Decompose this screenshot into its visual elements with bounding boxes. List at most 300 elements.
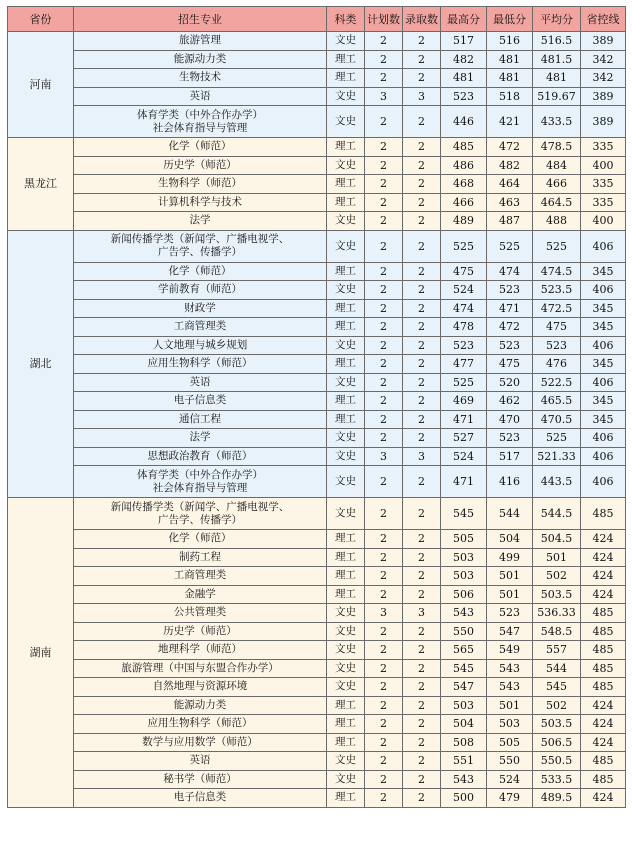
major-name-line: 化学（师范） [168, 264, 232, 277]
plan-cell: 2 [365, 678, 403, 697]
control-line-cell: 335 [581, 138, 626, 157]
major-cell [74, 175, 327, 194]
max-score-cell: 525 [441, 230, 487, 262]
major-name-line: 历史学（师范） [163, 158, 237, 171]
min-score-cell: 524 [487, 770, 533, 789]
major-name-line: 英语 [189, 89, 211, 102]
max-score-cell: 485 [441, 138, 487, 157]
avg-score-cell: 525 [533, 429, 581, 448]
control-line-cell: 424 [581, 733, 626, 752]
max-score-cell: 471 [441, 466, 487, 498]
type-cell: 文史 [327, 659, 365, 678]
control-line-cell: 485 [581, 498, 626, 530]
table-row [8, 262, 626, 281]
control-line-cell: 389 [581, 106, 626, 138]
major-cell [74, 770, 327, 789]
major-cell [74, 530, 327, 549]
admit-cell: 2 [403, 429, 441, 448]
type-cell: 文史 [327, 106, 365, 138]
table-row [8, 622, 626, 641]
min-score-cell: 518 [487, 87, 533, 106]
max-score-cell: 477 [441, 355, 487, 374]
header-row [8, 7, 626, 32]
major-name-line: 地理科学（师范） [158, 643, 242, 656]
plan-cell: 2 [365, 299, 403, 318]
min-score-cell: 504 [487, 530, 533, 549]
plan-cell: 2 [365, 69, 403, 88]
avg-score-cell: 502 [533, 567, 581, 586]
type-cell: 文史 [327, 429, 365, 448]
avg-score-cell: 545 [533, 678, 581, 697]
avg-score-cell: 478.5 [533, 138, 581, 157]
major-name-line: 应用生物科学（师范） [147, 717, 253, 730]
avg-score-cell: 557 [533, 641, 581, 660]
control-line-cell: 485 [581, 752, 626, 771]
min-score-cell: 470 [487, 410, 533, 429]
type-cell: 文史 [327, 212, 365, 231]
min-score-cell: 503 [487, 715, 533, 734]
avg-score-cell: 504.5 [533, 530, 581, 549]
major-name-line: 英语 [189, 375, 211, 388]
admit-cell: 2 [403, 318, 441, 337]
control-line-cell: 406 [581, 281, 626, 300]
admit-cell: 2 [403, 585, 441, 604]
table-row [8, 281, 626, 300]
avg-score-cell: 488 [533, 212, 581, 231]
table-row [8, 752, 626, 771]
type-cell: 文史 [327, 770, 365, 789]
major-name-line: 体育学类（中外合作办学） [137, 468, 263, 481]
major-cell [74, 212, 327, 231]
max-score-cell: 504 [441, 715, 487, 734]
major-name-line: 计算机科学与技术 [158, 195, 242, 208]
type-cell: 文史 [327, 87, 365, 106]
avg-score-cell: 521.33 [533, 447, 581, 466]
control-line-cell: 345 [581, 410, 626, 429]
min-score-cell: 482 [487, 156, 533, 175]
admit-cell: 2 [403, 299, 441, 318]
min-score-cell: 487 [487, 212, 533, 231]
max-score-cell: 524 [441, 447, 487, 466]
major-cell [74, 466, 327, 498]
table-row [8, 770, 626, 789]
type-cell: 理工 [327, 299, 365, 318]
header-admit: 录取数 [403, 7, 441, 32]
major-name-line: 工商管理类 [173, 569, 227, 582]
min-score-cell: 501 [487, 567, 533, 586]
max-score-cell: 475 [441, 262, 487, 281]
admit-cell: 2 [403, 641, 441, 660]
major-name-line: 电子信息类 [173, 394, 227, 407]
major-name-line: 化学（师范） [168, 140, 232, 153]
table-row [8, 429, 626, 448]
table-row [8, 69, 626, 88]
admit-cell: 2 [403, 281, 441, 300]
major-name-line: 应用生物科学（师范） [147, 357, 253, 370]
plan-cell: 2 [365, 567, 403, 586]
avg-score-cell: 502 [533, 696, 581, 715]
table-row [8, 193, 626, 212]
table-row [8, 392, 626, 411]
avg-score-cell: 465.5 [533, 392, 581, 411]
control-line-cell: 406 [581, 447, 626, 466]
major-cell [74, 318, 327, 337]
control-line-cell: 485 [581, 604, 626, 623]
admit-cell: 2 [403, 32, 441, 51]
avg-score-cell: 533.5 [533, 770, 581, 789]
major-name-line: 思想政治教育（师范） [147, 449, 253, 462]
table-row [8, 789, 626, 808]
avg-score-cell: 481.5 [533, 50, 581, 69]
avg-score-cell: 470.5 [533, 410, 581, 429]
avg-score-cell: 550.5 [533, 752, 581, 771]
major-name-line: 历史学（师范） [163, 624, 237, 637]
avg-score-cell: 489.5 [533, 789, 581, 808]
admit-cell: 2 [403, 106, 441, 138]
admit-cell: 2 [403, 336, 441, 355]
header-province: 省份 [8, 7, 74, 32]
control-line-cell: 406 [581, 336, 626, 355]
header-type: 科类 [327, 7, 365, 32]
min-score-cell: 544 [487, 498, 533, 530]
avg-score-cell: 481 [533, 69, 581, 88]
plan-cell: 2 [365, 715, 403, 734]
control-line-cell: 335 [581, 193, 626, 212]
plan-cell: 2 [365, 466, 403, 498]
type-cell: 文史 [327, 156, 365, 175]
plan-cell: 2 [365, 659, 403, 678]
avg-score-cell: 519.67 [533, 87, 581, 106]
major-cell [74, 373, 327, 392]
major-cell [74, 281, 327, 300]
control-line-cell: 424 [581, 585, 626, 604]
max-score-cell: 545 [441, 659, 487, 678]
type-cell: 理工 [327, 548, 365, 567]
max-score-cell: 517 [441, 32, 487, 51]
max-score-cell: 474 [441, 299, 487, 318]
type-cell: 理工 [327, 715, 365, 734]
admit-cell: 2 [403, 50, 441, 69]
type-cell: 文史 [327, 498, 365, 530]
avg-score-cell: 506.5 [533, 733, 581, 752]
admit-cell: 2 [403, 175, 441, 194]
admit-cell: 2 [403, 770, 441, 789]
control-line-cell: 424 [581, 530, 626, 549]
min-score-cell: 472 [487, 318, 533, 337]
major-name-line: 旅游管理 [179, 34, 221, 47]
type-cell: 理工 [327, 585, 365, 604]
plan-cell: 2 [365, 32, 403, 51]
plan-cell: 2 [365, 318, 403, 337]
max-score-cell: 503 [441, 548, 487, 567]
major-cell [74, 696, 327, 715]
plan-cell: 3 [365, 447, 403, 466]
major-cell [74, 50, 327, 69]
max-score-cell: 478 [441, 318, 487, 337]
control-line-cell: 485 [581, 659, 626, 678]
max-score-cell: 550 [441, 622, 487, 641]
control-line-cell: 342 [581, 50, 626, 69]
avg-score-cell: 472.5 [533, 299, 581, 318]
table-row [8, 678, 626, 697]
major-name-line: 人文地理与城乡规划 [152, 338, 248, 351]
admit-cell: 2 [403, 678, 441, 697]
major-name-line: 新闻传播学类（新闻学、广播电视学、 [110, 233, 290, 245]
major-name-line: 化学（师范） [168, 532, 232, 545]
table-row [8, 175, 626, 194]
control-line-cell: 400 [581, 212, 626, 231]
control-line-cell: 345 [581, 355, 626, 374]
major-name-line: 金融学 [184, 587, 216, 600]
major-cell [74, 69, 327, 88]
table-row [8, 585, 626, 604]
max-score-cell: 506 [441, 585, 487, 604]
control-line-cell: 406 [581, 230, 626, 262]
type-cell: 理工 [327, 355, 365, 374]
major-name-line: 法学 [189, 431, 211, 444]
province-cell: 河南 [8, 32, 74, 138]
min-score-cell: 520 [487, 373, 533, 392]
admit-cell: 2 [403, 193, 441, 212]
plan-cell: 2 [365, 585, 403, 604]
control-line-cell: 400 [581, 156, 626, 175]
min-score-cell: 523 [487, 604, 533, 623]
province-cell: 黑龙江 [8, 138, 74, 231]
table-row [8, 447, 626, 466]
type-cell: 理工 [327, 69, 365, 88]
major-name-line: 通信工程 [179, 412, 221, 425]
plan-cell: 3 [365, 87, 403, 106]
max-score-cell: 565 [441, 641, 487, 660]
avg-score-cell: 476 [533, 355, 581, 374]
control-line-cell: 406 [581, 429, 626, 448]
admit-cell: 2 [403, 567, 441, 586]
avg-score-cell: 525 [533, 230, 581, 262]
admit-cell: 2 [403, 715, 441, 734]
type-cell: 理工 [327, 50, 365, 69]
header-min: 最低分 [487, 7, 533, 32]
avg-score-cell: 475 [533, 318, 581, 337]
type-cell: 理工 [327, 410, 365, 429]
major-cell [74, 87, 327, 106]
control-line-cell: 389 [581, 87, 626, 106]
type-cell: 理工 [327, 193, 365, 212]
avg-score-cell: 544.5 [533, 498, 581, 530]
major-cell [74, 715, 327, 734]
max-score-cell: 547 [441, 678, 487, 697]
min-score-cell: 421 [487, 106, 533, 138]
plan-cell: 2 [365, 336, 403, 355]
major-cell [74, 138, 327, 157]
avg-score-cell: 474.5 [533, 262, 581, 281]
table-row [8, 32, 626, 51]
admit-cell: 2 [403, 156, 441, 175]
type-cell: 文史 [327, 447, 365, 466]
max-score-cell: 505 [441, 530, 487, 549]
table-row [8, 659, 626, 678]
admit-cell: 2 [403, 262, 441, 281]
min-score-cell: 505 [487, 733, 533, 752]
header-line: 省控线 [581, 7, 626, 32]
max-score-cell: 527 [441, 429, 487, 448]
max-score-cell: 486 [441, 156, 487, 175]
avg-score-cell: 443.5 [533, 466, 581, 498]
min-score-cell: 543 [487, 659, 533, 678]
avg-score-cell: 501 [533, 548, 581, 567]
major-cell [74, 733, 327, 752]
plan-cell: 2 [365, 212, 403, 231]
avg-score-cell: 536.33 [533, 604, 581, 623]
type-cell: 理工 [327, 530, 365, 549]
max-score-cell: 508 [441, 733, 487, 752]
admit-cell: 2 [403, 69, 441, 88]
type-cell: 理工 [327, 175, 365, 194]
control-line-cell: 406 [581, 466, 626, 498]
table-row [8, 212, 626, 231]
avg-score-cell: 503.5 [533, 715, 581, 734]
min-score-cell: 550 [487, 752, 533, 771]
plan-cell: 2 [365, 138, 403, 157]
major-cell [74, 752, 327, 771]
type-cell: 文史 [327, 281, 365, 300]
type-cell: 理工 [327, 696, 365, 715]
max-score-cell: 543 [441, 770, 487, 789]
max-score-cell: 545 [441, 498, 487, 530]
header-major: 招生专业 [74, 7, 327, 32]
major-name-line: 英语 [189, 754, 211, 767]
max-score-cell: 466 [441, 193, 487, 212]
major-name-line: 能源动力类 [173, 698, 227, 711]
major-cell [74, 548, 327, 567]
major-name-line: 秘书学（师范） [163, 772, 237, 785]
min-score-cell: 543 [487, 678, 533, 697]
type-cell: 文史 [327, 466, 365, 498]
major-name-line: 制药工程 [179, 550, 221, 563]
min-score-cell: 471 [487, 299, 533, 318]
type-cell: 文史 [327, 32, 365, 51]
min-score-cell: 416 [487, 466, 533, 498]
table-row [8, 318, 626, 337]
control-line-cell: 345 [581, 262, 626, 281]
major-name-line: 法学 [189, 214, 211, 227]
major-name-line: 旅游管理（中国与东盟合作办学） [121, 661, 279, 674]
avg-score-cell: 484 [533, 156, 581, 175]
max-score-cell: 482 [441, 50, 487, 69]
table-row [8, 373, 626, 392]
max-score-cell: 500 [441, 789, 487, 808]
admit-cell: 2 [403, 212, 441, 231]
max-score-cell: 503 [441, 567, 487, 586]
min-score-cell: 475 [487, 355, 533, 374]
header-avg: 平均分 [533, 7, 581, 32]
max-score-cell: 543 [441, 604, 487, 623]
min-score-cell: 517 [487, 447, 533, 466]
control-line-cell: 424 [581, 696, 626, 715]
min-score-cell: 501 [487, 585, 533, 604]
min-score-cell: 523 [487, 429, 533, 448]
major-name-line: 财政学 [184, 301, 216, 314]
table-row [8, 498, 626, 530]
plan-cell: 2 [365, 156, 403, 175]
type-cell: 文史 [327, 641, 365, 660]
major-name-line: 生物技术 [179, 71, 221, 84]
admit-cell: 2 [403, 659, 441, 678]
admit-cell: 2 [403, 530, 441, 549]
major-name-line: 工商管理类 [173, 320, 227, 333]
control-line-cell: 406 [581, 373, 626, 392]
table-row [8, 696, 626, 715]
major-name-line: 广告学、传播学） [158, 513, 242, 526]
type-cell: 文史 [327, 373, 365, 392]
plan-cell: 2 [365, 281, 403, 300]
table-row [8, 336, 626, 355]
plan-cell: 2 [365, 193, 403, 212]
major-cell [74, 230, 327, 262]
plan-cell: 2 [365, 789, 403, 808]
major-name-line: 社会体育指导与管理 [152, 121, 248, 134]
max-score-cell: 524 [441, 281, 487, 300]
plan-cell: 2 [365, 498, 403, 530]
max-score-cell: 469 [441, 392, 487, 411]
major-cell [74, 193, 327, 212]
min-score-cell: 474 [487, 262, 533, 281]
plan-cell: 2 [365, 752, 403, 771]
major-cell [74, 567, 327, 586]
admit-cell: 3 [403, 604, 441, 623]
table-row [8, 106, 626, 138]
major-name-line: 数学与应用数学（师范） [142, 735, 258, 748]
avg-score-cell: 522.5 [533, 373, 581, 392]
table-row [8, 299, 626, 318]
control-line-cell: 424 [581, 567, 626, 586]
table-row [8, 230, 626, 262]
avg-score-cell: 544 [533, 659, 581, 678]
min-score-cell: 481 [487, 69, 533, 88]
major-cell [74, 641, 327, 660]
table-row [8, 530, 626, 549]
avg-score-cell: 466 [533, 175, 581, 194]
admit-cell: 2 [403, 355, 441, 374]
admit-cell: 2 [403, 138, 441, 157]
min-score-cell: 523 [487, 281, 533, 300]
admit-cell: 2 [403, 498, 441, 530]
control-line-cell: 345 [581, 318, 626, 337]
major-name-line: 自然地理与资源环境 [152, 680, 248, 693]
header-plan: 计划数 [365, 7, 403, 32]
type-cell: 文史 [327, 622, 365, 641]
avg-score-cell: 523 [533, 336, 581, 355]
min-score-cell: 463 [487, 193, 533, 212]
table-row [8, 355, 626, 374]
type-cell: 文史 [327, 230, 365, 262]
major-cell [74, 678, 327, 697]
major-cell [74, 106, 327, 138]
plan-cell: 2 [365, 641, 403, 660]
major-cell [74, 262, 327, 281]
major-cell [74, 498, 327, 530]
plan-cell: 2 [365, 230, 403, 262]
major-cell [74, 410, 327, 429]
plan-cell: 2 [365, 262, 403, 281]
major-cell [74, 585, 327, 604]
table-row [8, 466, 626, 498]
admit-cell: 3 [403, 447, 441, 466]
min-score-cell: 472 [487, 138, 533, 157]
control-line-cell: 424 [581, 715, 626, 734]
major-name-line: 学前教育（师范） [158, 283, 242, 296]
plan-cell: 2 [365, 410, 403, 429]
table-body [8, 32, 626, 808]
